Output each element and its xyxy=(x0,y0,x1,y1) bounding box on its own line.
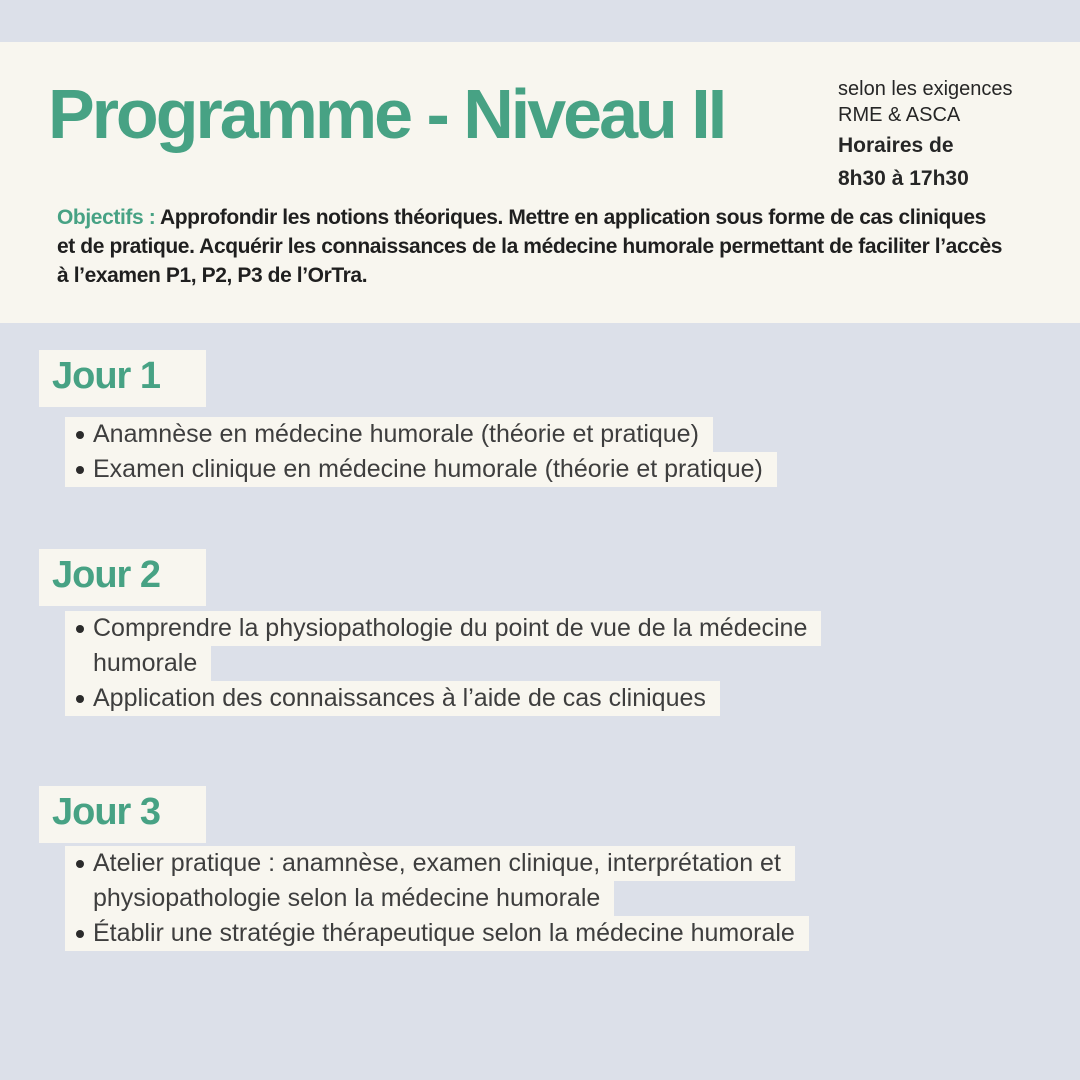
page-title: Programme - Niveau II xyxy=(48,75,725,153)
list-item xyxy=(65,846,809,916)
section-title-jour-2: Jour 2 xyxy=(39,549,206,606)
list-item xyxy=(65,452,777,487)
hours-label: Horaires de xyxy=(838,134,954,157)
list-item-line: Anamnèse en médecine humorale (théorie et pratique) xyxy=(65,417,713,452)
objectives-label: Objectifs : xyxy=(57,206,160,229)
list-item xyxy=(65,916,809,951)
list-item xyxy=(65,681,821,716)
list-item-line: physiopathologie selon la médecine humorale xyxy=(65,881,614,916)
header-meta xyxy=(838,76,1058,194)
list-item-line: Établir une stratégie thérapeutique selon la médecine humorale xyxy=(65,916,809,951)
section-title-jour-1: Jour 1 xyxy=(39,350,206,407)
requirements-line-2: RME & ASCA xyxy=(838,104,961,126)
jour-1-list xyxy=(65,417,777,487)
list-item-line: Atelier pratique : anamnèse, examen clinique, interprétation et xyxy=(65,846,795,881)
requirements-line-1: selon les exigences xyxy=(838,78,1013,100)
section-title-jour-3: Jour 3 xyxy=(39,786,206,843)
list-item-line: humorale xyxy=(65,646,211,681)
hours-value: 8h30 à 17h30 xyxy=(838,167,969,190)
list-item-line: Examen clinique en médecine humorale (théorie et pratique) xyxy=(65,452,777,487)
jour-2-list xyxy=(65,611,821,716)
list-item xyxy=(65,417,777,452)
list-item-line: Comprendre la physiopathologie du point de vue de la médecine xyxy=(65,611,821,646)
list-item-line: Application des connaissances à l’aide de cas cliniques xyxy=(65,681,720,716)
objectives-text: Approfondir les notions théoriques. Mettre en application sous forme de cas cliniques et de pratique. Acquérir les connaissances de la médecine humorale permettant de faciliter l’accès à l’examen P1, P2, P3 de l’OrTra. xyxy=(57,206,1003,287)
list-item xyxy=(65,611,821,681)
jour-3-list xyxy=(65,846,809,951)
objectives-paragraph xyxy=(57,203,1005,290)
